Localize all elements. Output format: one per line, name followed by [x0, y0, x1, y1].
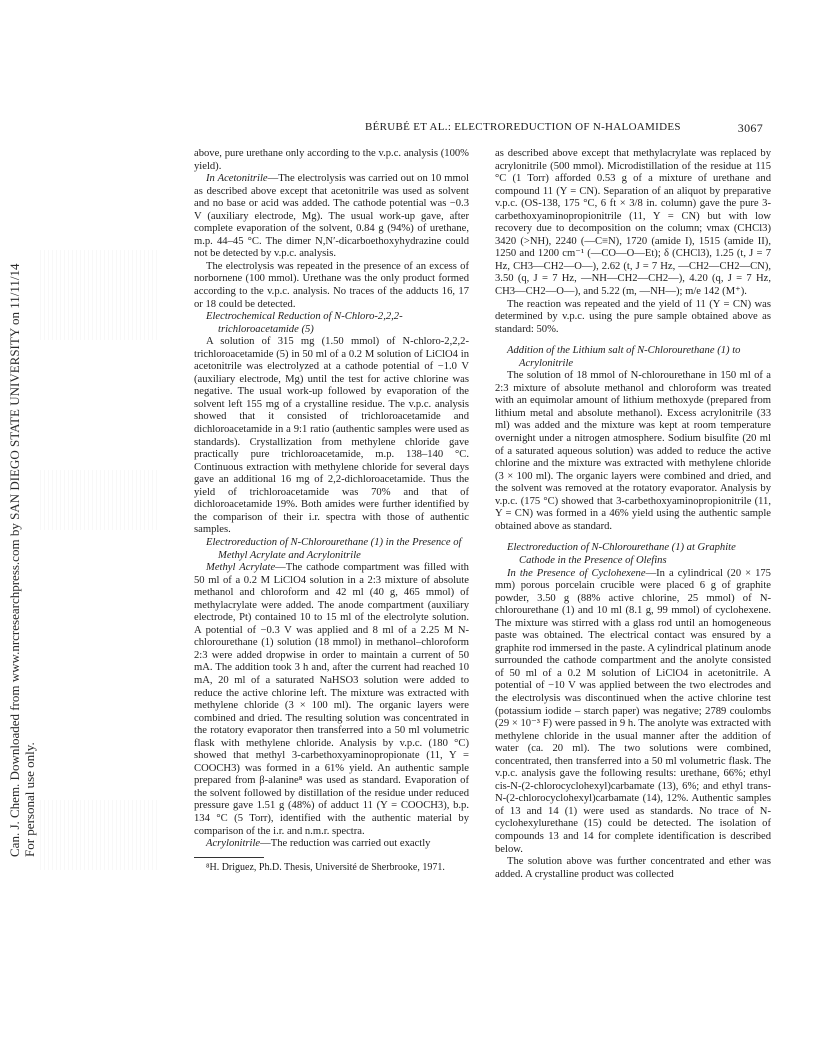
scan-noise [40, 800, 160, 870]
section-heading: Addition of the Lithium salt of N-Chlorourethane (1) to Acrylonitrile [507, 345, 741, 369]
section-heading: Electroreduction of N-Chlorourethane (1) at Graphite Cathode in the Presence of Olefins [507, 542, 736, 566]
footnote-rule [194, 857, 264, 858]
download-watermark [6, 250, 38, 870]
run-in-heading: In Acetonitrile [206, 173, 268, 185]
paragraph [194, 562, 469, 838]
running-head: BÉRUBÉ ET AL.: ELECTROREDUCTION OF N-HALOAMIDES [365, 121, 681, 133]
paragraph-text: —The cathode compartment was filled with 50 ml of a 0.2 M LiClO4 solution in a 2:3 mixture of absolute methanol and chloroform and 42 ml (40 g, 465 mmol) of methylacrylate were added. The anode compartment (auxiliary electrode, Pt) contained 10 to 15 ml of the electrolyte solution. A potential of −0.3 V was applied and 8 ml of a 2.25 M N-chlorourethane (1) solution (18 mmol) in methanol–chloroform 2:3 were added dropwise in order to maintain a current of 50 mA. The addition took 3 h and, after the current had reached 10 mA, 20 ml of a saturated NaHSO3 solution were added to reduce the active chlorine left. The mixture was extracted with methylene chloride (3 × 100 ml). The organic layers were combined and dried. The resulting solution was concentrated in the rotatory evaporator then transferred into a 50 ml volumetric flask with methylene chloride. Analysis by v.p.c. (180 °C) showed that methyl 3-carbethoxyaminopropionate (11, Y = COOCH3) was formed in a 61% yield. An authentic sample prepared from β-alanine⁸ was used as standard. Evaporation of the solvent followed by distillation of the residue under reduced pressure gave 1.51 g (48%) of adduct 11 (Y = COOCH3), b.p. 134 °C (5 Torr), identified with the authentic material by comparison of the i.r. and n.m.r. spectra. [194, 562, 469, 837]
paragraph: The reaction was repeated and the yield of 11 (Y = CN) was determined by v.p.c. using the pure sample obtained above as standard: 50%. [495, 298, 771, 335]
paragraph: as described above except that methylacrylate was replaced by acrylonitrile (500 mmol). Microdistillation of the residue at 115 °C (1 Torr) afforded 0.53 g of a mixture of urethane and compound 11 (Y = CN). Separation of an aliquot by preparative v.p.c. (OS-138, 175 °C, 6 ft × 3/8 in. column) gave the pure 3-carbethoxyaminopropionitrile (11, Y = CN) but with low recovery due to decomposition on the column; νmax (CHCl3) 3420 (>NH), 2240 (—C≡N), 1720 (amide I), 1515 (amide II), 1250 and 1200 cm⁻¹ (—CO—O—Et); δ (CHCl3), 1.25 (t, J = 7 Hz, CH3—CH2—O—), 2.62 (t, J = 7 Hz, —CH2—CH2—CN), 3.50 (q, J = 7 Hz, —NH—CH2—CH2—), 4.20 (q, J = 7 Hz, CH3—CH2—O—), and 5.22 (m, —NH—); m/e 142 (M⁺). [495, 148, 771, 298]
paragraph [495, 568, 771, 857]
section-heading: Electrochemical Reduction of N-Chloro-2,2,2-trichloroacetamide (5) [206, 311, 403, 335]
watermark-line-1: Can. J. Chem. Downloaded from www.nrcresearchpress.com by SAN DIEGO STATE UNIVERSITY on 11/11/14 [7, 263, 22, 857]
right-column [495, 148, 771, 881]
paragraph [194, 838, 469, 851]
paragraph: The solution above was further concentrated and ether was added. A crystalline product was collected [495, 856, 771, 880]
run-in-heading: Acrylonitrile [206, 838, 261, 850]
running-header [205, 121, 763, 137]
spacer [495, 533, 771, 542]
run-in-heading: In the Presence of Cyclohexene [507, 567, 646, 579]
paragraph-text: —The electrolysis was carried out on 10 mmol as described above except that acetonitrile was used as solvent and no base or acid was added. The cathode potential was −0.3 V (auxiliary electrode, Mg). The usual work-up gave, after complete evaporation of the solvent, 0.84 g (94%) of urethane, m.p. 44–45 °C. The dimer N,N′-dicarboethoxyhydrazine could not be detected by v.p.c. analysis. [194, 173, 469, 260]
paragraph: A solution of 315 mg (1.50 mmol) of N-chloro-2,2,2-trichloroacetamide (5) in 50 ml of a 0.2 M solution of LiClO4 in acetonitrile was electrolyzed at a cathode potential of −1.0 V (auxiliary electrode, Mg) until the test for active chlorine was negative. The usual work-up followed by evaporation of the solvent left 155 mg of a crystalline residue. The v.p.c. analysis showed that it consisted of trichloroacetamide and dichloroacetamide in a 9:1 ratio (authentic samples were used as standards). Crystallization from methylene chloride gave practically pure trichloroacetamide, m.p. 138–140 °C. Continuous extraction with methylene chloride for several days gave an additional 16 mg of 2,2-dichloroacetamide. Thus the yield of trichloroacetamide was 70% and that of dichloroacetamide 19%. Both amides were further identified by the comparison of their i.r. spectra with those of authentic samples. [194, 336, 469, 536]
spacer [495, 336, 771, 345]
scan-noise [40, 470, 160, 530]
paragraph-text: —In a cylindrical (20 × 175 mm) porous porcelain crucible were placed 6 g of graphite powder, 3.50 g (88% active chlorine, 25 mmol) of N-chlorourethane (1) and 10 ml (8.1 g, 99 mmol) of cyclohexene. The mixture was stirred with a glass rod until an homogeneous paste was obtained. The electrical contact was ensured by a graphite rod immersed in the paste. A cylindrical platinum anode surrounded the cathode compartment and the anolyte consisted of 50 ml of a 0.2 M solution of LiClO4 in acetonitrile. A potential of −10 V was applied between the two electrodes and the electrolysis was discontinued when the active chlorine test (potassium iodide – starch paper) was negative; 2789 coulombs (29 × 10⁻³ F) were passed in 9 h. The anolyte was extracted with methylene chloride in the usual manner after the addition of water (ca. 20 ml). The two solutions were combined, concentrated, then transferred into a 50 ml volumetric flask. The v.p.c. analysis gave the following results: urethane, 66%; ethyl cis-N-(2-chlorocyclohexyl)carbamate (13), 6%; and ethyl trans-N-(2-chlorocyclohexyl)carbamate (14), 12%. Authentic samples of 13 and 14 (1) were used as standards. No trace of N-cyclohexylurethane (15) could be detected. The isolation of compounds 13 and 14 for complete identification is described below. [495, 567, 771, 855]
footnote: ⁸H. Driguez, Ph.D. Thesis, Université de Sherbrooke, 1971. [206, 861, 445, 873]
paragraph-text: —The reduction was carried out exactly [260, 838, 431, 850]
watermark-line-2: For personal use only. [22, 742, 37, 857]
paragraph [194, 173, 469, 261]
left-column [194, 148, 469, 874]
paragraph: The electrolysis was repeated in the presence of an excess of norbornene (100 mmol). Urethane was the only product formed according to the v.p.c. analysis. No traces of the adducts 16, 17 or 18 could be detected. [194, 260, 469, 310]
page-number: 3067 [737, 121, 763, 135]
paragraph: The solution of 18 mmol of N-chlorourethane in 150 ml of a 2:3 mixture of absolute methanol and chloroform was treated with an equimolar amount of lithium methoxyde (prepared from lithium metal and absolute methanol). Excess acrylonitrile (33 ml) was added and the mixture was kept at room temperature overnight under a nitrogen atmosphere. Sodium bisulfite (20 ml of a saturated aqueous solution) was added to reduce the active chlorine and the mixture was extracted with methylene chloride (3 × 100 ml). The organic layers were combined and dried, and the solvent was removed at the rotatory evaporator. Analysis by v.p.c. (175 °C) showed that 3-carbethoxyaminopropionitrile (11, Y = CN) was formed in a 46% yield using the authentic sample obtained above as standard. [495, 370, 771, 532]
run-in-heading: Methyl Acrylate [206, 562, 276, 574]
scan-noise [40, 250, 160, 340]
paragraph: above, pure urethane only according to the v.p.c. analysis (100% yield). [194, 148, 469, 172]
section-heading: Electroreduction of N-Chlorourethane (1) in the Presence of Methyl Acrylate and Acrylonitrile [206, 536, 462, 561]
